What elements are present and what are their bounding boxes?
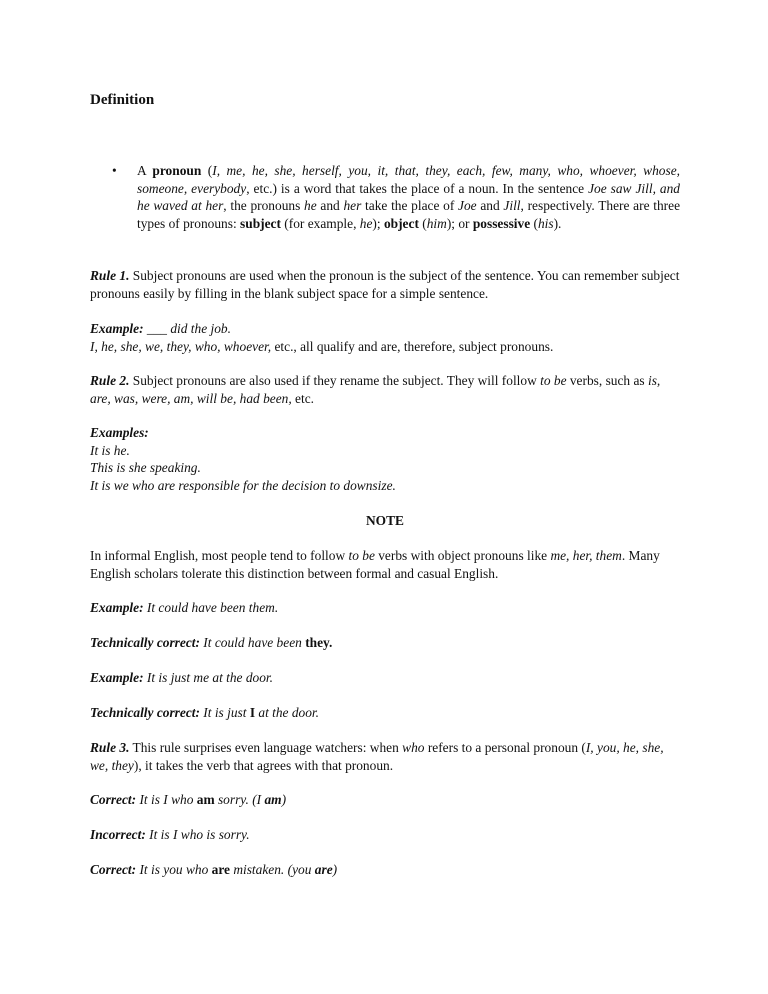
technically-correct-2: Technically correct: It is just I at the door. bbox=[90, 705, 320, 720]
rule-2: Rule 2. Subject pronouns are also used if they rename the subject. They will follow to be verbs, such as is, are, was, were, am, will be, had been, etc. bbox=[90, 373, 661, 406]
examples-2: Examples: It is he. This is she speaking. It is we who are responsible for the decision to downsize. bbox=[90, 425, 396, 493]
rule-1: Rule 1. Subject pronouns are used when the pronoun is the subject of the sentence. You can remember subject pronouns easily by filling in the blank subject space for a simple sentence. bbox=[90, 268, 680, 301]
correct-2: Correct: It is you who are mistaken. (you are) bbox=[90, 862, 338, 877]
note-text: In informal English, most people tend to follow to be verbs with object pronouns like me, her, them. Many English scholars tolerate this distinction between formal and casual English. bbox=[90, 548, 660, 581]
note-title: NOTE bbox=[366, 513, 404, 528]
bullet-icon: • bbox=[112, 163, 117, 178]
correct-1: Correct: It is I who am sorry. (I am) bbox=[90, 792, 287, 807]
definition-text: A pronoun (I, me, he, she, herself, you, it, that, they, each, few, many, who, whoever, whose, someone, everybody, etc.) is a word that takes the place of a noun. In the sentence Joe saw Jill, and he waved at her, the pronouns he and her take the place of Joe and Jill, respectively. There are three types of pronouns: subject (for example, he); object (him); or possessive (his). bbox=[137, 163, 681, 231]
definition-bullet bbox=[90, 162, 680, 232]
rule-3: Rule 3. This rule surprises even language watchers: when who refers to a personal pronoun (I, you, he, she, we, they), it takes the verb that agrees with that pronoun. bbox=[90, 740, 664, 773]
example-4: Example: It is just me at the door. bbox=[90, 670, 274, 685]
example-3: Example: It could have been them. bbox=[90, 600, 279, 615]
heading-definition: Definition bbox=[90, 92, 155, 108]
incorrect-1: Incorrect: It is I who is sorry. bbox=[90, 827, 250, 842]
technically-correct-1: Technically correct: It could have been they. bbox=[90, 635, 333, 650]
example-1: Example: ___ did the job. I, he, she, we, they, who, whoever, etc., all qualify and are, therefore, subject pronouns. bbox=[90, 321, 554, 354]
